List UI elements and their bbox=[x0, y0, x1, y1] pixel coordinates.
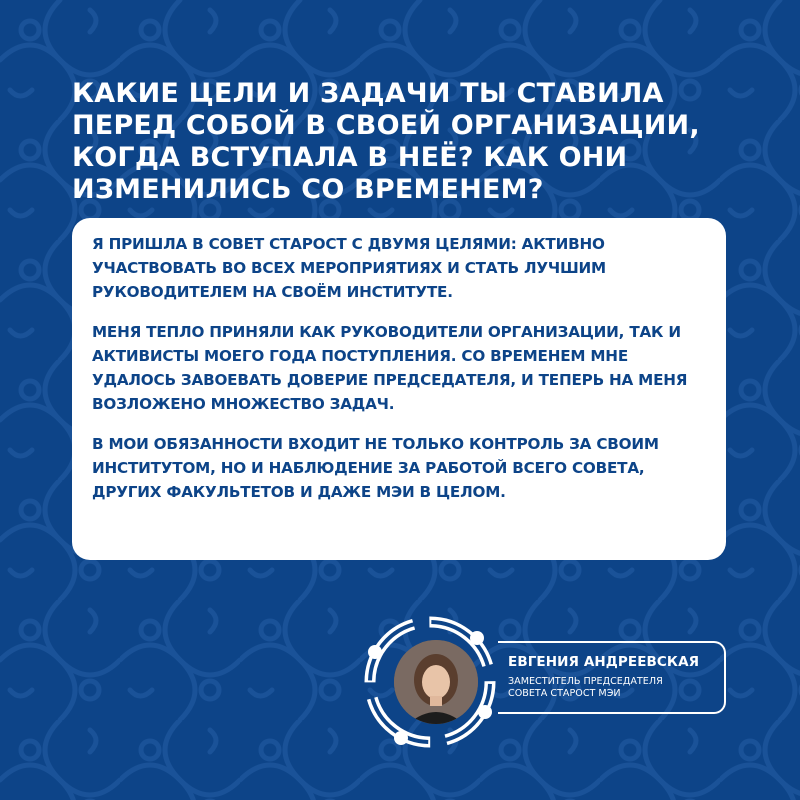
answer-paragraph-3: В МОИ ОБЯЗАННОСТИ ВХОДИТ НЕ ТОЛЬКО КОНТРОЛЬ ЗА СВОИМ ИНСТИТУТОМ, НО И НАБЛЮДЕНИЕ ЗА РАБОТОЙ ВСЕГО СОВЕТА, ДРУГИХ ФАКУЛЬТЕТОВ И ДАЖЕ МЭИ В ЦЕЛОМ. bbox=[92, 435, 659, 501]
person-role bbox=[508, 676, 663, 700]
portrait-photo-icon bbox=[394, 640, 478, 724]
answer-paragraph-2: МЕНЯ ТЕПЛО ПРИНЯЛИ КАК РУКОВОДИТЕЛИ ОРГАНИЗАЦИИ, ТАК И АКТИВИСТЫ МОЕГО ГОДА ПОСТУПЛЕНИЯ. СО ВРЕМЕНЕМ МНЕ УДАЛОСЬ ЗАВОЕВАТЬ ДОВЕРИЕ ПРЕДСЕДАТЕЛЯ, И ТЕПЕРЬ НА МЕНЯ ВОЗЛОЖЕНО МНОЖЕСТВО ЗАДАЧ. bbox=[92, 323, 688, 413]
person-role-line-2: СОВЕТА СТАРОСТ МЭИ bbox=[508, 688, 621, 699]
avatar bbox=[394, 640, 478, 724]
person-name: ЕВГЕНИЯ АНДРЕЕВСКАЯ bbox=[508, 654, 700, 670]
person-role-line-1: ЗАМЕСТИТЕЛЬ ПРЕДСЕДАТЕЛЯ bbox=[508, 676, 663, 687]
answer-paragraph-1: Я ПРИШЛА В СОВЕТ СТАРОСТ С ДВУМЯ ЦЕЛЯМИ: АКТИВНО УЧАСТВОВАТЬ ВО ВСЕХ МЕРОПРИЯТИЯХ И СТАТЬ ЛУЧШИМ РУКОВОДИТЕЛЕМ НА СВОЁМ ИНСТИТУТЕ. bbox=[92, 235, 606, 301]
answer-card bbox=[72, 218, 726, 560]
question-heading: КАКИЕ ЦЕЛИ И ЗАДАЧИ ТЫ СТАВИЛА ПЕРЕД СОБОЙ В СВОЕЙ ОРГАНИЗАЦИИ, КОГДА ВСТУПАЛА В НЕЁ? КАК ОНИ ИЗМЕНИЛИСЬ СО ВРЕМЕНЕМ? bbox=[72, 78, 700, 205]
